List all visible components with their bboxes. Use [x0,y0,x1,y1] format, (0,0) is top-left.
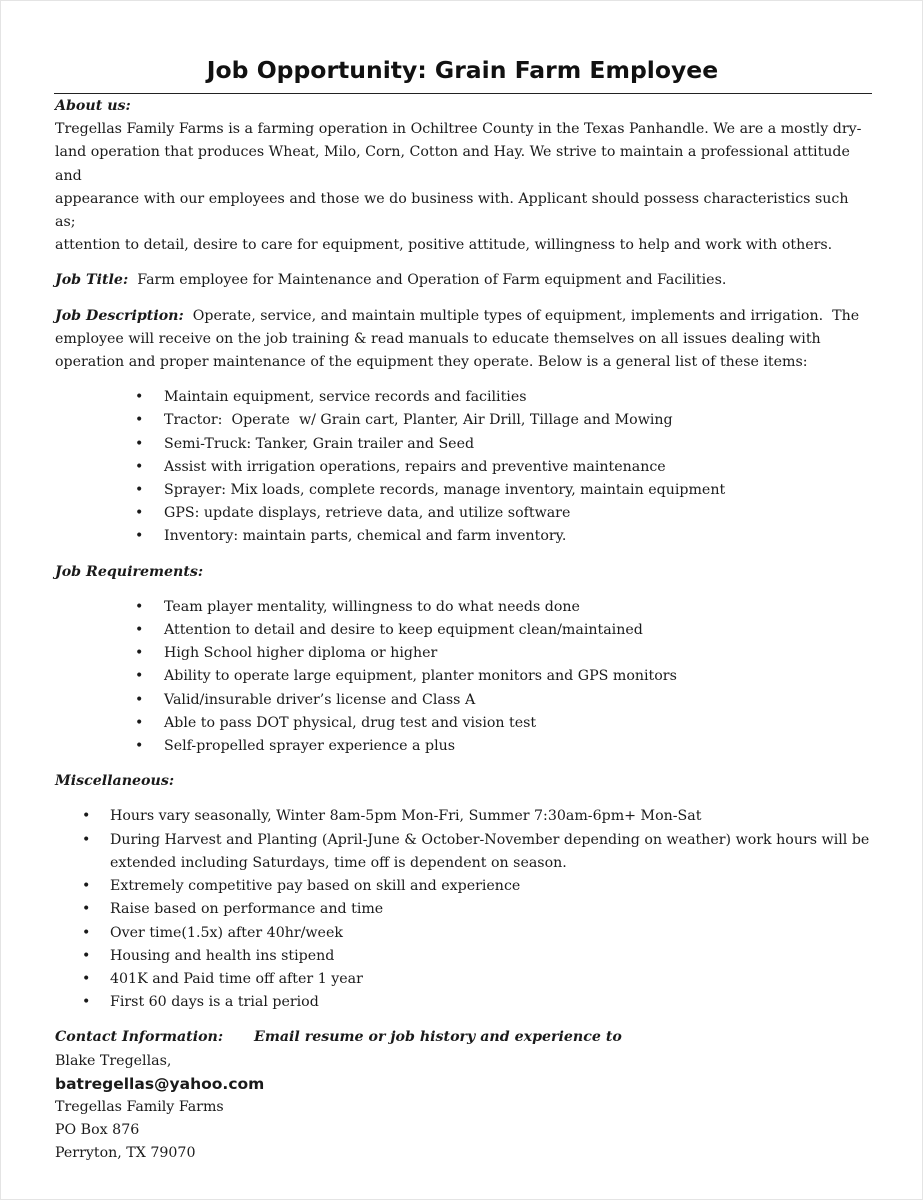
job-description-line: employee will receive on the job training & read manuals to educate themselves on all issues dealing with [55,330,821,347]
page-title: Job Opportunity: Grain Farm Employee [206,56,719,84]
list-item-text: High School higher diploma or higher [164,645,438,662]
list-item-text: Assist with irrigation operations, repairs and preventive maintenance [164,458,666,475]
list-item [55,456,870,479]
list-item-text: extended including Saturdays, time off is dependent on season. [110,854,567,871]
list-item [55,433,870,456]
list-item-text: Ability to operate large equipment, planter monitors and GPS monitors [164,668,677,685]
list-item [55,665,870,688]
job-title-section [55,269,870,292]
list-item [55,502,870,525]
bullet-icon: • [135,389,144,406]
contact-city: Perryton, TX 79070 [55,1145,196,1162]
list-item-text: Semi-Truck: Tanker, Grain trailer and Seed [164,435,475,452]
list-item [55,386,870,409]
list-item [55,689,870,712]
bullet-icon: • [135,435,144,452]
list-item [55,479,870,502]
about-label: About us: [55,98,131,114]
miscellaneous-label: Miscellaneous: [55,773,175,790]
document-body [55,95,870,1166]
title-rule [54,93,872,94]
list-item-text: GPS: update displays, retrieve data, and utilize software [164,505,571,522]
requirements-list [55,596,870,758]
bullet-icon: • [82,808,91,825]
email-intro: Email resume or job history and experience to [254,1029,622,1046]
list-item-text: Hours vary seasonally, Winter 8am-5pm Mon-Fri, Summer 7:30am-6pm+ Mon-Sat [110,808,702,825]
list-item-text: Attention to detail and desire to keep equipment clean/maintained [164,622,643,639]
list-item [55,619,870,642]
bullet-icon: • [135,668,144,685]
bullet-icon: • [82,878,91,895]
list-item-text: During Harvest and Planting (April-June & October-November depending on weather) work hours will be [110,831,870,848]
bullet-icon: • [135,738,144,755]
list-item-text: Inventory: maintain parts, chemical and farm inventory. [164,528,567,545]
list-item-text: Extremely competitive pay based on skill and experience [110,878,521,895]
job-description-section [55,305,870,375]
list-item [55,409,870,432]
contact-section [55,1026,870,1165]
about-line: Tregellas Family Farms is a farming operation in Ochiltree County in the Texas Panhandle. We are a mostly dry- [55,121,862,138]
list-item-text: First 60 days is a trial period [110,994,319,1011]
bullet-icon: • [135,412,144,429]
list-item [55,525,870,548]
list-item-text: Self-propelled sprayer experience a plus [164,738,456,755]
job-description-line: operation and proper maintenance of the equipment they operate. Below is a general list of these items: [55,354,808,371]
bullet-icon: • [135,528,144,545]
job-requirements-label: Job Requirements: [55,563,204,580]
list-item [55,596,870,619]
bullet-icon: • [82,831,91,848]
bullet-icon: • [82,970,91,987]
list-item [55,805,870,828]
duties-list [55,386,870,548]
list-item-text: 401K and Paid time off after 1 year [110,970,363,987]
list-item [55,991,870,1014]
list-item [55,735,870,758]
bullet-icon: • [135,482,144,499]
about-section [55,95,870,257]
bullet-icon: • [135,645,144,662]
list-item [55,945,870,968]
list-item [55,829,870,875]
list-item-text: Sprayer: Mix loads, complete records, manage inventory, maintain equipment [164,482,726,499]
list-item [55,922,870,945]
bullet-icon: • [82,901,91,918]
contact-header [55,1026,870,1049]
list-item-text: Housing and health ins stipend [110,947,335,964]
list-item [55,642,870,665]
contact-name: Blake Tregellas, [55,1052,172,1069]
list-item [55,898,870,921]
about-line: attention to detail, desire to care for equipment, positive attitude, willingness to help and work with others. [55,237,833,254]
list-item-text: Tractor: Operate w/ Grain cart, Planter, Air Drill, Tillage and Mowing [164,412,673,429]
bullet-icon: • [82,994,91,1011]
bullet-icon: • [135,691,144,708]
contact-company: Tregellas Family Farms [55,1098,224,1115]
list-item-text: Team player mentality, willingness to do what needs done [164,598,580,615]
job-title-text: Farm employee for Maintenance and Operation of Farm equipment and Facilities. [128,272,727,289]
miscellaneous-list [55,805,870,1014]
contact-label: Contact Information: [55,1029,224,1046]
job-description-line: Operate, service, and maintain multiple types of equipment, implements and irrigation. The [183,307,860,324]
bullet-icon: • [135,458,144,475]
list-item-text: Able to pass DOT physical, drug test and vision test [164,714,537,731]
bullet-icon: • [135,505,144,522]
list-item [55,875,870,898]
list-item-text: Valid/insurable driver’s license and Class A [164,691,476,708]
list-item [55,712,870,735]
about-line: land operation that produces Wheat, Milo, Corn, Cotton and Hay. We strive to maintain a professional attitude and [55,144,850,184]
bullet-icon: • [82,947,91,964]
list-item-text: Raise based on performance and time [110,901,384,918]
list-item [55,968,870,991]
bullet-icon: • [135,598,144,615]
bullet-icon: • [135,714,144,731]
list-item-text: Over time(1.5x) after 40hr/week [110,924,343,941]
job-description-label: Job Description: [55,307,184,324]
bullet-icon: • [82,924,91,941]
about-line: appearance with our employees and those we do business with. Applicant should possess characteristics such as; [55,190,849,231]
contact-po-box: PO Box 876 [55,1122,140,1139]
list-item-text: Maintain equipment, service records and facilities [164,389,527,406]
bullet-icon: • [135,622,144,639]
job-title-label: Job Title: [55,272,129,289]
contact-email-link[interactable]: batregellas@yahoo.com [55,1074,265,1093]
